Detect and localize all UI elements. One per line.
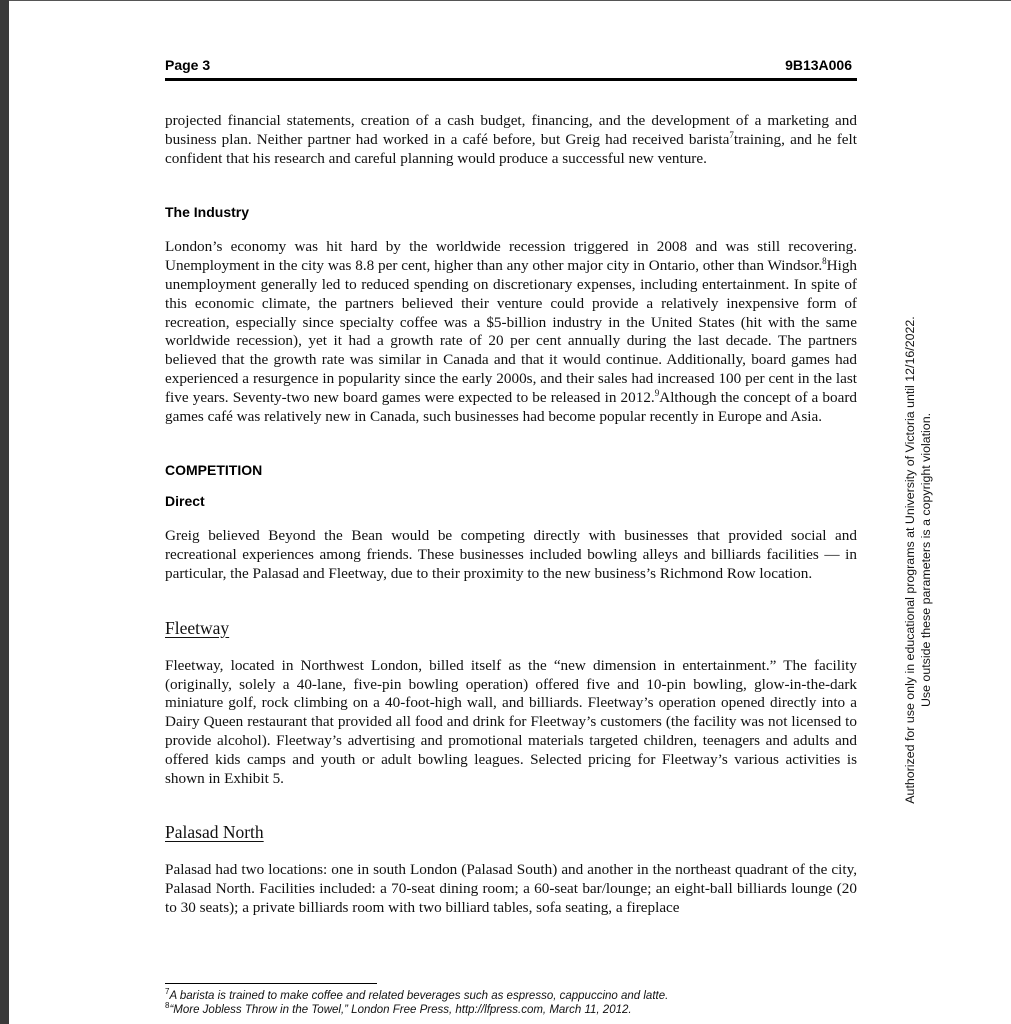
- copyright-line-1: Authorized for use only in educational programs at University of Victoria until 12/16/2022.: [903, 316, 917, 804]
- heading-palasad-north: Palasad North: [165, 822, 264, 843]
- page-number: Page 3: [165, 57, 211, 73]
- direct-paragraph: Greig believed Beyond the Bean would be competing directly with businesses that provided social and recreational experiences among friends. These businesses included bowling alleys and billiards facilities — in particular, the Palasad and Fleetway, due to their proximity to the new business’s Richmond Row location.: [165, 527, 857, 582]
- footnote-7: $^7$A barista is trained to make coffee and related beverages such as espresso, cappuccino and latte.: [165, 987, 669, 1002]
- footnote-ref-7: 7: [729, 129, 734, 140]
- heading-competition: COMPETITION: [165, 462, 263, 479]
- viewer-left-edge: [0, 0, 9, 1024]
- copyright-side-note: [902, 316, 934, 803]
- page-top-border: [9, 0, 1011, 1]
- footnotes: [165, 983, 857, 1017]
- heading-the-industry: The Industry: [165, 204, 250, 221]
- intro-paragraph: projected financial statements, creation of a cash budget, financing, and the development of a marketing and business plan. Neither partner had worked in a café before, but Greig had received barista$^7$training, and he felt confident that his research and careful planning would produce a successful new venture.: [165, 112, 857, 167]
- page-header: [165, 56, 857, 81]
- copyright-line-2: Use outside these parameters is a copyright violation.: [919, 412, 933, 708]
- palasad-paragraph: Palasad had two locations: one in south London (Palasad South) and another in the northeast quadrant of the city, Palasad North. Facilities included: a 70-seat dining room; a 60-seat bar/lounge; an eight-ball billiards lounge (20 to 30 seats); a private billiards room with two billiard tables, sofa seating, a fireplace: [165, 861, 857, 916]
- industry-paragraph: London’s economy was hit hard by the worldwide recession triggered in 2008 and was still recovering. Unemployment in the city was 8.8 per cent, higher than any other major city in Ontario, other than Windsor.$^8$High unemployment generally led to reduced spending on discretionary expenses, including entertainment. In spite of this economic climate, the partners believed their venture could provide a relatively inexpensive form of recreation, especially since specialty coffee was a $5-billion industry in the United States (hit with the same worldwide recession), yet it had a growth rate of 20 per cent annually during the last decade. The partners believed that the growth rate was similar in Canada and that it would continue. Additionally, board games had experienced a resurgence in popularity since the early 2000s, and their sales had increased 100 per cent in the last five years. Seventy-two new board games were expected to be released in 2012.$^9$Although the concept of a board games café was relatively new in Canada, such businesses had become popular recently in Europe and Asia.: [165, 238, 857, 425]
- heading-direct: Direct: [165, 493, 205, 510]
- footnote-8: $^8$“More Jobless Throw in the Towel,” London Free Press, http://lfpress.com, March 11, 2012.: [165, 1001, 632, 1016]
- footnote-ref-9: 9: [654, 387, 660, 398]
- case-number: 9B13A006: [785, 57, 852, 73]
- footnote-ref-8: 8: [822, 256, 827, 267]
- page-body: [165, 112, 857, 918]
- heading-fleetway: Fleetway: [165, 617, 230, 638]
- footnote-divider: [165, 983, 377, 984]
- fleetway-paragraph: Fleetway, located in Northwest London, billed itself as the “new dimension in entertainment.” The facility (originally, solely a 40-lane, five-pin bowling operation) offered five and 10-pin bowling, glow-in-the-dark miniature golf, rock climbing on a 40-foot-high wall, and billiards. Fleetway’s operation opened directly into a Dairy Queen restaurant that provided all food and drink for Fleetway’s customers (the facility was not licensed to provide alcohol). Fleetway’s advertising and promotional materials targeted children, teenagers and adults and offered kids camps and youth or adult bowling leagues. Selected pricing for Fleetway’s various activities is shown in Exhibit 5.: [165, 656, 857, 787]
